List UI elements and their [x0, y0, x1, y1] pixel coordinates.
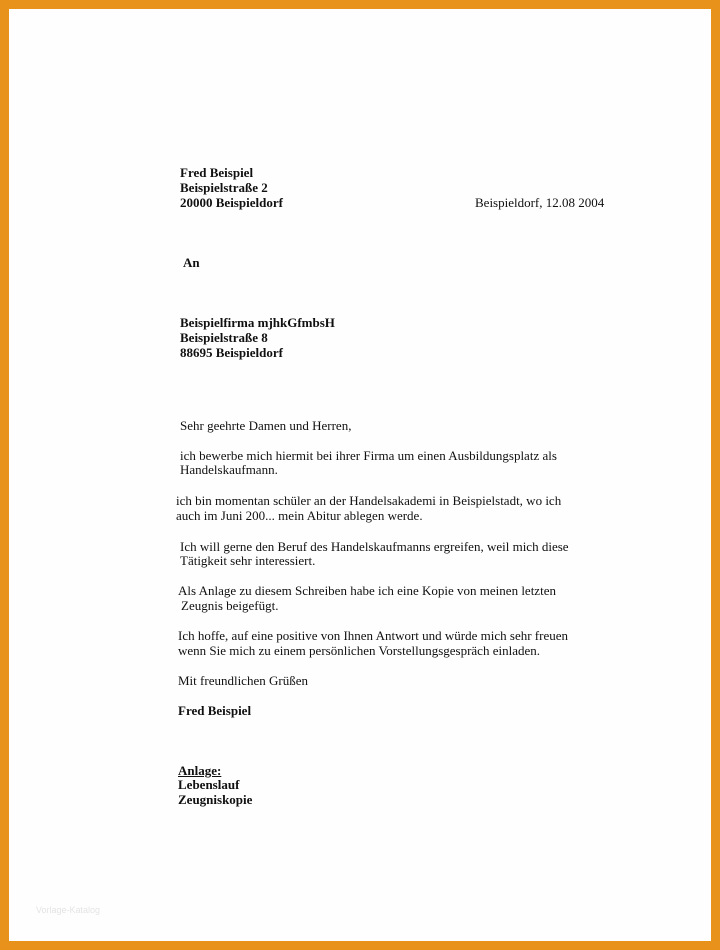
recipient-company: Beispielfirma mjhkGfmbsH [180, 315, 335, 330]
sender-name: Fred Beispiel [180, 165, 254, 180]
recipient-city: 88695 Beispieldorf [180, 345, 283, 360]
sender-street: Beispielstraße 2 [180, 180, 268, 195]
paragraph-2-line-1: ich bin momentan schüler an der Handelsakademi in Beispielstadt, wo ich [176, 493, 562, 508]
to-label: An [183, 255, 200, 270]
paragraph-4-line-2: Zeugnis beigefügt. [181, 598, 279, 613]
paragraph-3-line-1: Ich will gerne den Beruf des Handelskaufmanns ergreifen, weil mich diese [180, 539, 569, 554]
paragraph-3-line-2: Tätigkeit sehr interessiert. [180, 553, 316, 568]
paragraph-1-line-1: ich bewerbe mich hiermit bei ihrer Firma um einen Ausbildungsplatz als [180, 448, 557, 463]
paragraph-4-line-1: Als Anlage zu diesem Schreiben habe ich eine Kopie von meinen letzten [178, 583, 556, 598]
recipient-street: Beispielstraße 8 [180, 330, 268, 345]
signature: Fred Beispiel [178, 703, 252, 718]
enclosures-heading: Anlage: [178, 763, 222, 778]
salutation: Sehr geehrte Damen und Herren, [180, 418, 352, 433]
place-date: Beispieldorf, 12.08 2004 [475, 195, 605, 210]
closing: Mit freundlichen Grüßen [178, 673, 308, 688]
paragraph-5-line-2: wenn Sie mich zu einem persönlichen Vorstellungsgespräch einladen. [178, 643, 540, 658]
paragraph-2-line-2: auch im Juni 200... mein Abitur ablegen werde. [176, 508, 423, 523]
paragraph-5-line-1: Ich hoffe, auf eine positive von Ihnen Antwort und würde mich sehr freuen [178, 628, 569, 643]
enclosure-item: Zeugniskopie [178, 792, 253, 807]
enclosure-item: Lebenslauf [178, 777, 240, 792]
paragraph-1-line-2: Handelskaufmann. [180, 462, 278, 477]
sender-city: 20000 Beispieldorf [180, 195, 283, 210]
watermark-text: Vorlage-Katalog [36, 905, 101, 915]
